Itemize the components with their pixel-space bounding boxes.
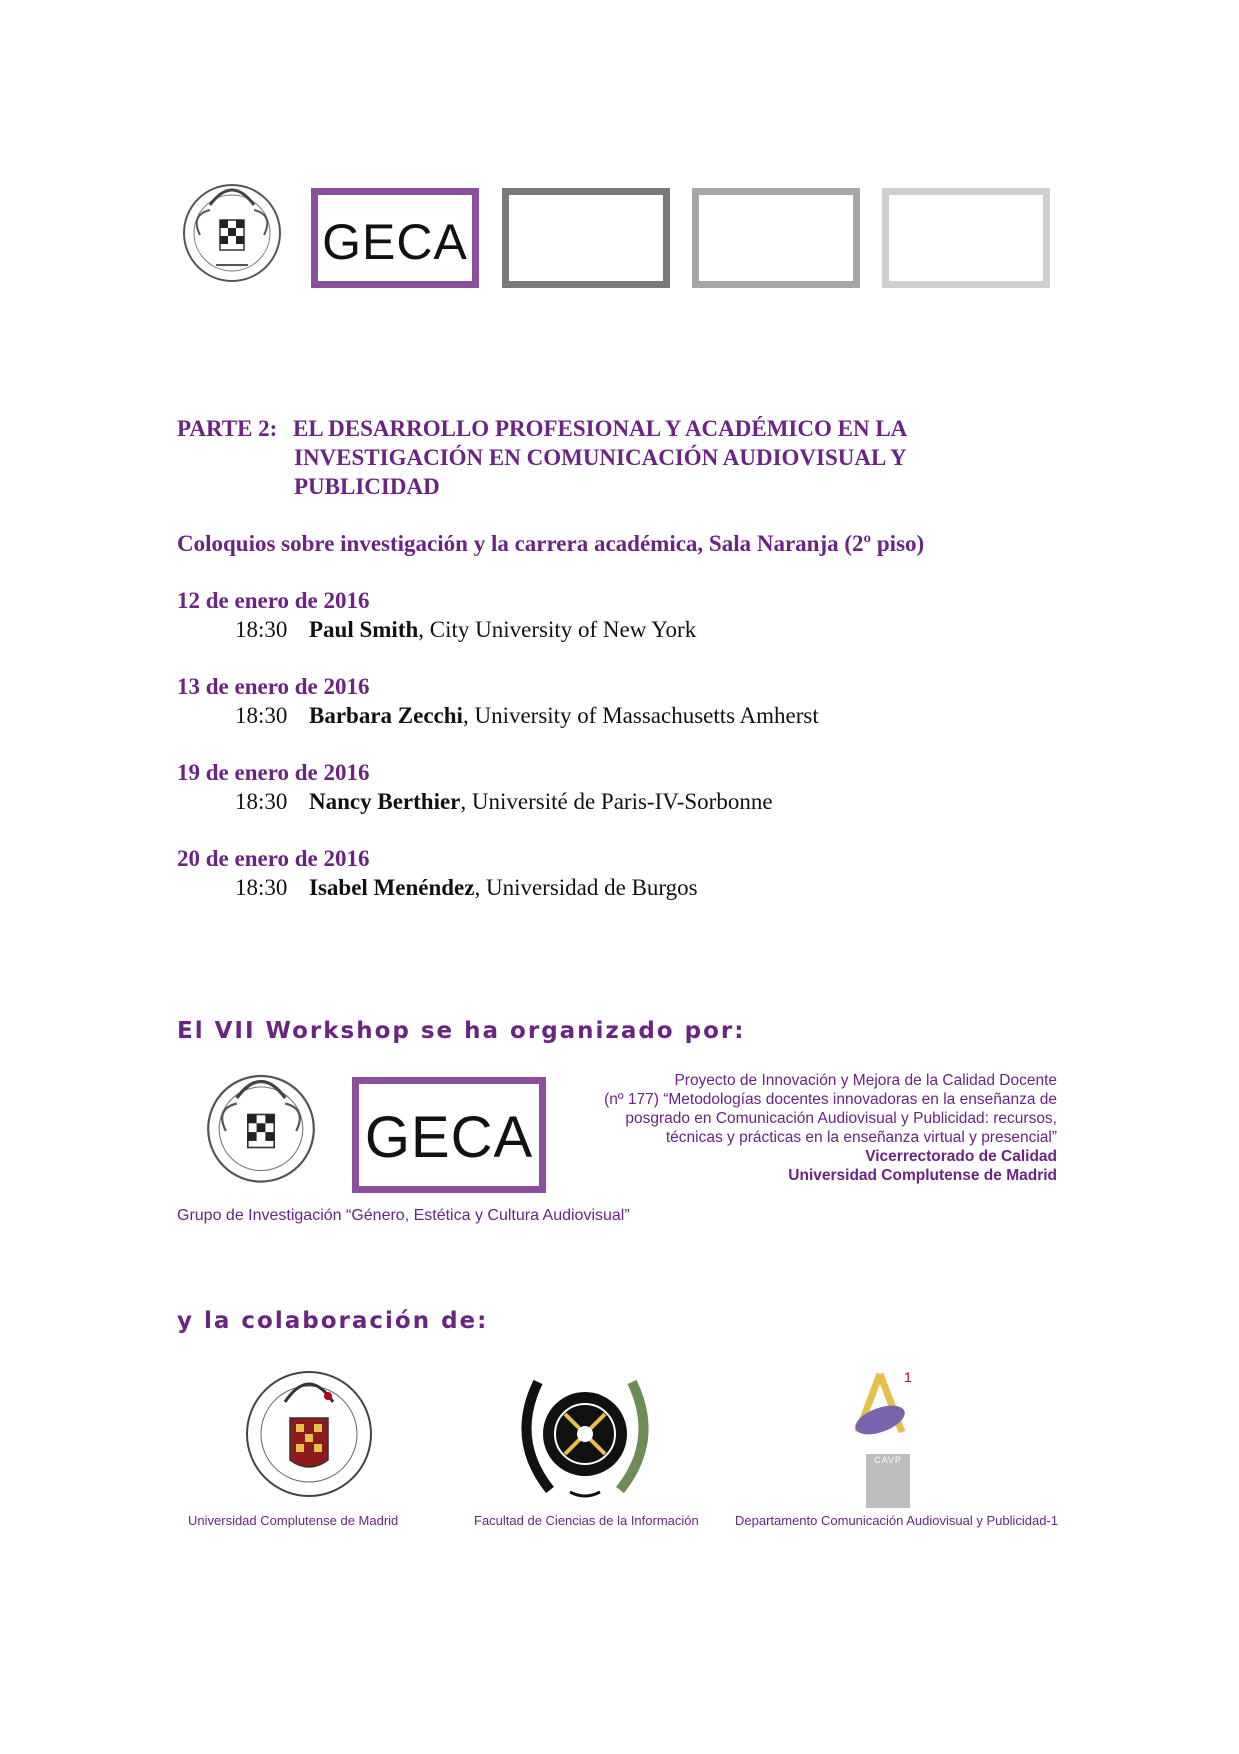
- cavp-logo-text: CAVP: [874, 1455, 902, 1465]
- caption-ucm: Universidad Complutense de Madrid: [188, 1513, 399, 1528]
- placeholder-box-2: [692, 188, 860, 288]
- speaker-name: Barbara Zecchi: [309, 703, 463, 728]
- proj-line-bold: Vicerrectorado de Calidad: [865, 1148, 1057, 1165]
- fci-seal-icon: [510, 1360, 660, 1506]
- speaker-affiliation: , City University of New York: [418, 617, 697, 642]
- session-talk: [235, 875, 698, 901]
- speaker-affiliation: , Universidad de Burgos: [474, 875, 698, 900]
- ucm-color-seal: [240, 1362, 378, 1502]
- cavp-logo-icon: [850, 1362, 930, 1512]
- session-talk: [235, 789, 773, 815]
- session-talk: [235, 617, 696, 643]
- geca-logo-text: GECA: [322, 214, 468, 270]
- caption-dept: Departamento Comunicación Audiovisual y Publicidad-1: [735, 1513, 1059, 1528]
- collaboration-heading: y la colaboración de:: [177, 1308, 489, 1334]
- speaker-name: Nancy Berthier: [309, 789, 461, 814]
- ucm-seal-icon: [197, 1065, 325, 1197]
- speaker-name: Paul Smith: [309, 617, 419, 642]
- fci-seal: [510, 1360, 660, 1506]
- innovation-project-text: [537, 1071, 1057, 1185]
- proj-line: técnicas y prácticas en la enseñanza virtual y presencial”: [665, 1129, 1057, 1146]
- placeholder-box-1: [502, 188, 670, 288]
- geca-logo-header: [311, 188, 479, 288]
- part-title: [177, 414, 907, 501]
- coloquios-subtitle: Coloquios sobre investigación y la carrera académica, Sala Naranja (2º piso): [177, 531, 925, 556]
- ucm-seal-header: [180, 175, 284, 295]
- session-time: 18:30: [235, 703, 288, 728]
- proj-line: posgrado en Comunicación Audiovisual y Publicidad: recursos,: [625, 1110, 1057, 1127]
- proj-line: (nº 177) “Metodologías docentes innovadoras en la enseñanza de: [604, 1091, 1057, 1108]
- session-date: 12 de enero de 2016: [177, 588, 370, 613]
- part-title-line3: PUBLICIDAD: [294, 474, 440, 499]
- session-1: [177, 588, 696, 643]
- ucm-color-seal-icon: [240, 1362, 378, 1502]
- speaker-affiliation: , University of Massachusetts Amherst: [462, 703, 819, 728]
- cavp-logo: [850, 1362, 930, 1512]
- session-date: 19 de enero de 2016: [177, 760, 370, 785]
- session-time: 18:30: [235, 617, 288, 642]
- ucm-seal-organizer: [197, 1065, 325, 1197]
- placeholder-box-3: [882, 188, 1050, 288]
- session-2: [177, 674, 819, 729]
- organized-heading: El VII Workshop se ha organizado por:: [177, 1018, 746, 1044]
- svg-text:1: 1: [904, 1369, 912, 1385]
- session-time: 18:30: [235, 789, 288, 814]
- caption-fci: Facultad de Ciencias de la Información: [474, 1513, 699, 1528]
- session-talk: [235, 703, 819, 729]
- proj-line-bold: Universidad Complutense de Madrid: [788, 1167, 1057, 1184]
- speaker-name: Isabel Menéndez: [309, 875, 475, 900]
- part-label: PARTE 2:: [177, 416, 278, 441]
- speaker-affiliation: , Université de Paris-IV-Sorbonne: [460, 789, 773, 814]
- part-title-line1: EL DESARROLLO PROFESIONAL Y ACADÉMICO EN LA: [293, 416, 908, 441]
- ucm-seal-icon: [180, 175, 284, 295]
- session-4: [177, 846, 698, 901]
- part-title-line2: INVESTIGACIÓN EN COMUNICACIÓN AUDIOVISUAL Y: [294, 445, 907, 470]
- session-date: 13 de enero de 2016: [177, 674, 370, 699]
- session-3: [177, 760, 773, 815]
- geca-logo-organizer: [352, 1077, 546, 1193]
- session-date: 20 de enero de 2016: [177, 846, 370, 871]
- research-group-caption: Grupo de Investigación “Género, Estética y Cultura Audiovisual”: [177, 1207, 630, 1224]
- session-time: 18:30: [235, 875, 288, 900]
- geca-logo-text: GECA: [364, 1105, 534, 1170]
- proj-line: Proyecto de Innovación y Mejora de la Calidad Docente: [674, 1072, 1057, 1089]
